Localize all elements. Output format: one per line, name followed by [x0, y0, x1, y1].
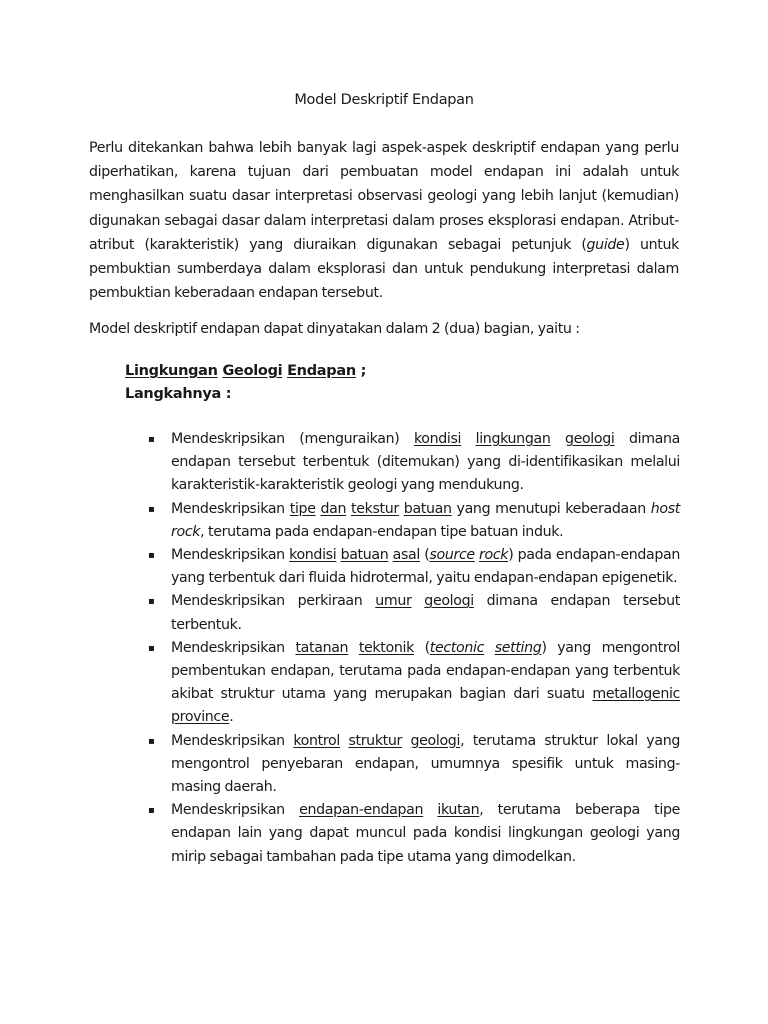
item-underlined: endapan-endapan [299, 802, 424, 819]
item-text: ) yang mengontrol pembentukan endapan, terutama pada endapan-endapan yang terbentuk akibat struktur utama yang merupakan bagian dari suatu [171, 639, 680, 703]
item-underlined: geologi [410, 732, 461, 749]
item-underlined: batuan [403, 500, 452, 517]
bullet-icon: ▪ [148, 550, 155, 562]
item-text: Mendeskripsikan [171, 802, 300, 819]
item-underlined [429, 547, 474, 563]
item-text: ( [413, 639, 430, 656]
heading-word-lingkungan: Lingkungan [125, 363, 218, 379]
heading-word-geologi: Geologi [222, 363, 283, 379]
list-item [148, 637, 680, 730]
item-text: ( [420, 547, 430, 564]
item-underlined: asal [392, 547, 420, 564]
item-text: , terutama struktur lokal yang mengontrol penyebaran endapan, umumnya spesifik untuk masing-masing daerah. [171, 732, 680, 796]
item-underlined: tatanan [295, 639, 349, 656]
item-text: dimana endapan tersebut terbentuk. [171, 593, 680, 633]
item-underlined [495, 640, 542, 656]
heading-suffix: ; [355, 363, 367, 379]
intro-paragraph [89, 136, 679, 305]
item-text: , terutama pada endapan-endapan tipe batuan induk. [200, 523, 564, 540]
bullet-icon: ▪ [148, 805, 155, 817]
item-italic: rock [479, 547, 509, 564]
item-underlined: kondisi [289, 547, 337, 564]
item-text: Mendeskripsikan perkiraan [171, 593, 376, 610]
list-item [148, 498, 680, 544]
item-text: . [229, 709, 234, 726]
item-underlined: tekstur [351, 500, 399, 517]
list-item [148, 544, 680, 590]
list-item [148, 730, 680, 800]
item-underlined: geologi [424, 593, 474, 610]
summary-paragraph: Model deskriptif endapan dapat dinyatakan dalam 2 (dua) bagian, yaitu : [89, 321, 580, 337]
bullet-icon: ▪ [148, 596, 155, 608]
item-underlined [430, 640, 484, 656]
item-underlined: tipe [289, 500, 316, 517]
item-text: yang menutupi keberadaan [451, 500, 651, 517]
item-text: Mendeskripsikan [171, 547, 290, 564]
item-underlined [479, 547, 508, 563]
item-underlined: batuan [340, 547, 389, 564]
steps-list [148, 428, 680, 869]
item-text: Mendeskripsikan (menguraikan) [171, 431, 414, 447]
item-underlined: kondisi [413, 431, 462, 447]
item-underlined: ikutan [437, 802, 480, 819]
intro-italic-guide: guide [586, 236, 625, 253]
item-text: Mendeskripsikan [171, 500, 290, 517]
item-underlined: dan [320, 500, 347, 517]
item-underlined: umur [375, 593, 412, 610]
item-underlined: geologi [564, 431, 615, 447]
item-italic: host rock [171, 500, 680, 540]
item-underlined: metallogenic province [171, 686, 680, 726]
item-underlined: struktur [348, 732, 403, 749]
section-heading-line2: Langkahnya : [125, 386, 232, 402]
list-item [148, 799, 680, 869]
section-heading-line1 [125, 360, 366, 383]
document-title: Model Deskriptif Endapan [294, 92, 474, 108]
item-text: Mendeskripsikan [171, 639, 296, 656]
item-underlined: lingkungan [475, 431, 551, 447]
list-item [148, 590, 680, 636]
intro-text-b: ) untuk pembuktian sumberdaya dalam eksplorasi dan untuk pendukung interpretasi dalam pembuktian keberadaan endapan tersebut. [89, 236, 679, 302]
list-item [148, 428, 680, 498]
intro-text-a: Perlu ditekankan bahwa lebih banyak lagi aspek-aspek deskriptif endapan yang perlu diperhatikan, karena tujuan dari pembuatan model endapan ini adalah untuk menghasilkan suatu dasar interpretasi observasi geologi yang lebih lanjut (kemudian) digunakan sebagai dasar dalam interpretasi dalam proses eksplorasi endapan. Atribut-atribut (karakteristik) yang diuraikan digunakan sebagai petunjuk ( [89, 140, 679, 253]
item-italic: source [429, 547, 475, 564]
item-text: ) pada endapan-endapan yang terbentuk dari fluida hidrotermal, yaitu endapan-endapan epigenetik. [171, 547, 680, 587]
bullet-icon: ▪ [148, 434, 155, 445]
heading-word-endapan: Endapan [287, 363, 356, 379]
item-text: dimana endapan tersebut terbentuk (ditemukan) yang di-identifikasikan melalui karakteristik-karakteristik geologi yang mendukung. [171, 431, 680, 494]
item-italic: setting [494, 639, 542, 656]
item-underlined: tektonik [358, 639, 414, 656]
item-text: Mendeskripsikan [171, 732, 294, 749]
item-underlined: kontrol [293, 732, 340, 749]
item-text: , terutama beberapa tipe endapan lain yang dapat muncul pada kondisi lingkungan geologi yang mirip sebagai tambahan pada tipe utama yang dimodelkan. [171, 802, 680, 865]
section-heading [125, 360, 366, 406]
bullet-icon: ▪ [148, 735, 155, 747]
item-italic: tectonic [429, 639, 485, 656]
bullet-icon: ▪ [148, 503, 155, 515]
bullet-icon: ▪ [148, 642, 155, 654]
